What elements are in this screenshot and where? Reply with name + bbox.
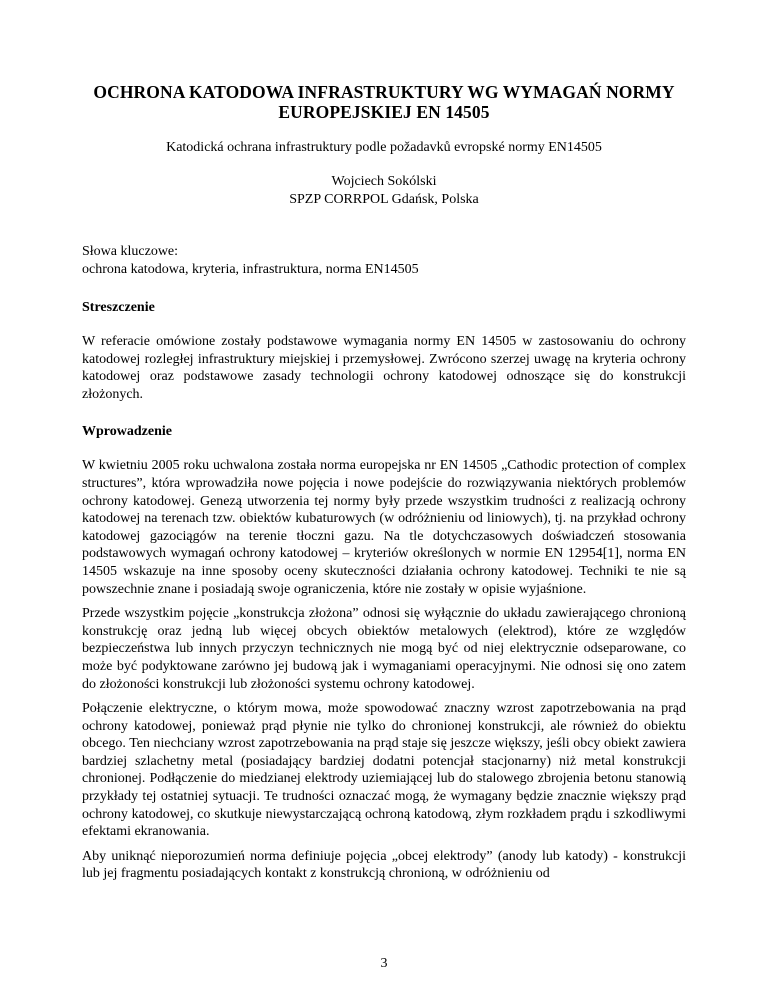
intro-paragraph-3: Połączenie elektryczne, o którym mowa, może spowodować znaczny wzrost zapotrzebowania na prąd ochrony katodowej, ponieważ prąd płynie nie tylko do chronionej konstrukcji, ale również do obiektu obcego. Ten niechciany wzrost zapotrzebowania na prąd staje się jeszcze większy, jeśli obcy obiekt zawiera bardziej szlachetny metal (posiadający bardziej dodatni potencjał stacjonarny) niż metal konstrukcji chronionej. Podłączenie do miedzianej elektrody uziemiającej lub do stalowego zbrojenia betonu stanowią przykłady tej ostatniej sytuacji. Te trudności oznaczać mogą, że wymagany będzie znacznie większy prąd ochrony katodowej, co skutkuje niewystarczającą ochroną katodową, złym rozkładem prądu i szkodliwymi efektami ekranowania. [82, 701, 686, 840]
abstract-text: W referacie omówione zostały podstawowe wymagania normy EN 14505 w zastosowaniu do ochrony katodowej rozległej infrastruktury miejskiej i przemysłowej. Zwrócono szerzej uwagę na kryteria ochrony katodowej oraz podstawowe zasady technologii ochrony katodowej odnoszące się do konstrukcji złożonych. [82, 334, 686, 402]
document-page [82, 82, 686, 883]
page-number: 3 [380, 956, 388, 971]
keywords-list: ochrona katodowa, kryteria, infrastruktura, norma EN14505 [82, 262, 419, 277]
author-affiliation: SPZP CORRPOL Gdańsk, Polska [289, 192, 479, 207]
author-block [82, 173, 686, 209]
abstract-heading: Streszczenie [82, 300, 155, 315]
intro-heading: Wprowadzenie [82, 424, 172, 440]
keywords-label: Słowa kluczowe: [82, 244, 179, 259]
keywords-block [82, 243, 686, 279]
abstract-section [82, 299, 686, 403]
intro-section [82, 423, 686, 883]
intro-paragraph-4: Aby uniknąć nieporozumień norma definiuje pojęcia „obcej elektrody” (anody lub katody) - konstrukcji lub jej fragmentu posiadających kontakt z konstrukcją chronioną, w odróżnieniu od [82, 848, 686, 882]
paper-subtitle: Katodická ochrana infrastruktury podle požadavků evropské normy EN14505 [166, 140, 602, 155]
intro-paragraph-1: W kwietniu 2005 roku uchwalona została norma europejska nr EN 14505 „Cathodic protection of complex structures”, która wprowadziła nowe pojęcia i nowe podejście do rozwiązywania niektórych problemów ochrony katodowej. Genezą utworzenia tej normy były przede wszystkim trudności z realizacją ochrony katodowej na terenach tzw. obiektów kubaturowych (w odróżnieniu od liniowych), tj. na przykład ochrony katodowej gazociągów na terenie tłoczni gazu. Na tle dotychczasowych doświadczeń stosowania podstawowych wymagań ochrony katodowej – kryteriów określonych w normie EN 12954[1], norma EN 14505 wskazuje na inne sposoby oceny skuteczności działania ochrony katodowej. Techniki te nie są powszechnie znane i posiadają swoje ograniczenia, które nie zostały w opisie wyjaśnione. [82, 458, 686, 597]
paper-title: OCHRONA KATODOWA INFRASTRUKTURY WG WYMAGAŃ NORMY EUROPEJSKIEJ EN 14505 [93, 82, 675, 122]
author-name: Wojciech Sokólski [331, 174, 437, 189]
intro-paragraph-2: Przede wszystkim pojęcie „konstrukcja złożona” odnosi się wyłącznie do układu zawierającego chronioną konstrukcję oraz jedną lub więcej obcych obiektów metalowych (elektrod), które ze względów bezpieczeństwa lub innych przyczyn technicznych nie mogą być od niej elektrycznie odseparowane, co może być podyktowane zarówno jej budową jak i wymaganiami operacyjnymi. Nie odnosi się ono zatem do złożoności konstrukcji lub złożoności systemu ochrony katodowej. [82, 606, 686, 692]
